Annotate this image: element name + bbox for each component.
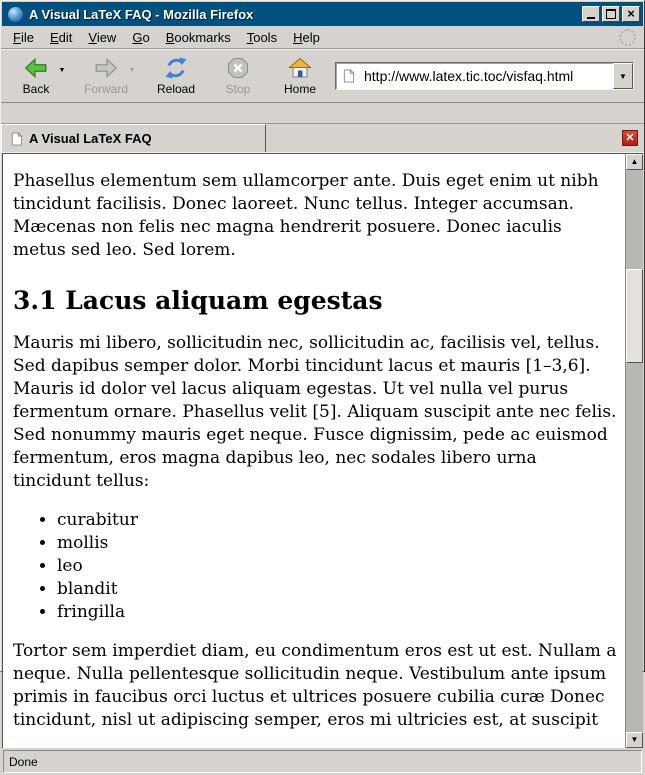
list-item: • fringilla [57, 601, 617, 624]
maximize-button[interactable] [602, 6, 620, 22]
scrollbar-track[interactable] [626, 170, 643, 732]
reload-button[interactable] [151, 53, 201, 99]
minimize-button[interactable] [582, 6, 600, 22]
section-heading: 3.1 Lacus aliquam egestas [13, 286, 383, 315]
paragraph: Phasellus elementum sem ullamcorper ante. Duis eget enim ut nibh tincidunt facilisis. Donec laoreet. Nunc tellus. Integer accumsan. Mæcenas non felis nec magna hendrerit posuere. Donec iaculis metus sed leo. Sed lorem. [13, 171, 599, 260]
bullet-list [13, 509, 617, 624]
menu-view[interactable]: View [88, 29, 117, 45]
navigation-toolbar [1, 49, 644, 103]
back-label: Back [22, 82, 50, 96]
scrollbar-thumb[interactable] [626, 269, 643, 363]
menu-tools[interactable]: Tools [246, 29, 278, 45]
scroll-up-button[interactable]: ▲ [626, 154, 643, 170]
stop-icon [225, 56, 251, 80]
paragraph: Tortor sem imperdiet diam, eu condimentum eros est ut est. Nullam a neque. Nulla pellentesque sollicitudin neque. Vestibulum ante ipsum primis in faucibus orci luctus et ultrices posuere cubilia curæ Donec tincidunt, nisl ut adipiscing semper, eros mi ultricies est, at suscipit [13, 641, 617, 730]
menu-bookmarks[interactable]: Bookmarks [165, 29, 231, 45]
list-item: • leo [57, 555, 617, 578]
forward-label: Forward [83, 82, 128, 96]
reload-icon [163, 56, 189, 80]
list-item: • curabitur [57, 509, 617, 532]
page-body [3, 154, 625, 748]
url-input[interactable] [362, 67, 613, 85]
close-icon: × [627, 6, 635, 21]
menu-edit[interactable]: Edit [49, 29, 73, 45]
stop-label: Stop [225, 82, 251, 96]
scroll-down-button[interactable]: ▼ [626, 732, 643, 748]
content-area [2, 153, 643, 748]
tab-title: A Visual LaTeX FAQ [29, 131, 152, 146]
window-title: A Visual LaTeX FAQ - Mozilla Firefox [29, 6, 254, 22]
reload-label: Reload [156, 82, 196, 96]
tab-page-icon [10, 131, 23, 147]
home-button[interactable] [275, 53, 325, 99]
back-dropdown-arrow[interactable]: ▼ [58, 66, 66, 74]
back-button[interactable] [11, 53, 61, 99]
url-bar [335, 62, 634, 90]
back-arrow-icon [23, 56, 49, 80]
forward-arrow-icon [93, 56, 119, 80]
vertical-scrollbar[interactable] [625, 154, 643, 748]
home-icon [287, 56, 313, 80]
list-item: • blandit [57, 578, 617, 601]
maximize-icon [606, 9, 616, 19]
home-label: Home [283, 82, 316, 96]
page-icon [342, 68, 355, 84]
paragraph: Mauris mi libero, sollicitudin nec, sollicitudin ac, facilisis vel, tellus. Sed dapibus semper dolor. Morbi tincidunt lacus et mauris [1–3,6]. Mauris id dolor vel lacus aliquam egestas. Ut vel nulla vel purus fermentum ornare. Phasellus velit [5]. Aliquam suscipit ante nec felis. Sed nonummy mauris eget neque. Fusce dignissim, pede ac euismod fermentum, eros magna dapibus leo, nec sodales libero urna tincidunt tellus: [13, 333, 617, 491]
menubar [1, 26, 644, 49]
menu-go[interactable]: Go [132, 29, 150, 45]
status-bar [1, 748, 644, 775]
tab-close-icon: ✕ [625, 131, 635, 144]
url-dropdown-button[interactable]: ▼ [613, 63, 633, 89]
list-item: • mollis [57, 532, 617, 555]
minimize-icon [587, 17, 595, 19]
forward-dropdown-arrow[interactable]: ▼ [128, 66, 136, 74]
stop-button[interactable] [213, 53, 263, 99]
close-button[interactable] [622, 6, 640, 22]
firefox-globe-icon [8, 7, 23, 22]
tab-strip-empty [266, 124, 622, 152]
throbber-icon [619, 29, 636, 46]
tab-bar [1, 124, 644, 153]
bookmarks-toolbar [1, 103, 644, 124]
window-controls [582, 6, 640, 22]
forward-button[interactable] [81, 53, 131, 99]
menu-file[interactable]: File [13, 29, 34, 45]
menu-help[interactable]: Help [293, 29, 320, 45]
titlebar [2, 2, 643, 26]
status-text: Done [3, 750, 642, 773]
tab-visual-latex-faq[interactable] [1, 124, 266, 152]
tab-close-button[interactable] [622, 130, 638, 146]
